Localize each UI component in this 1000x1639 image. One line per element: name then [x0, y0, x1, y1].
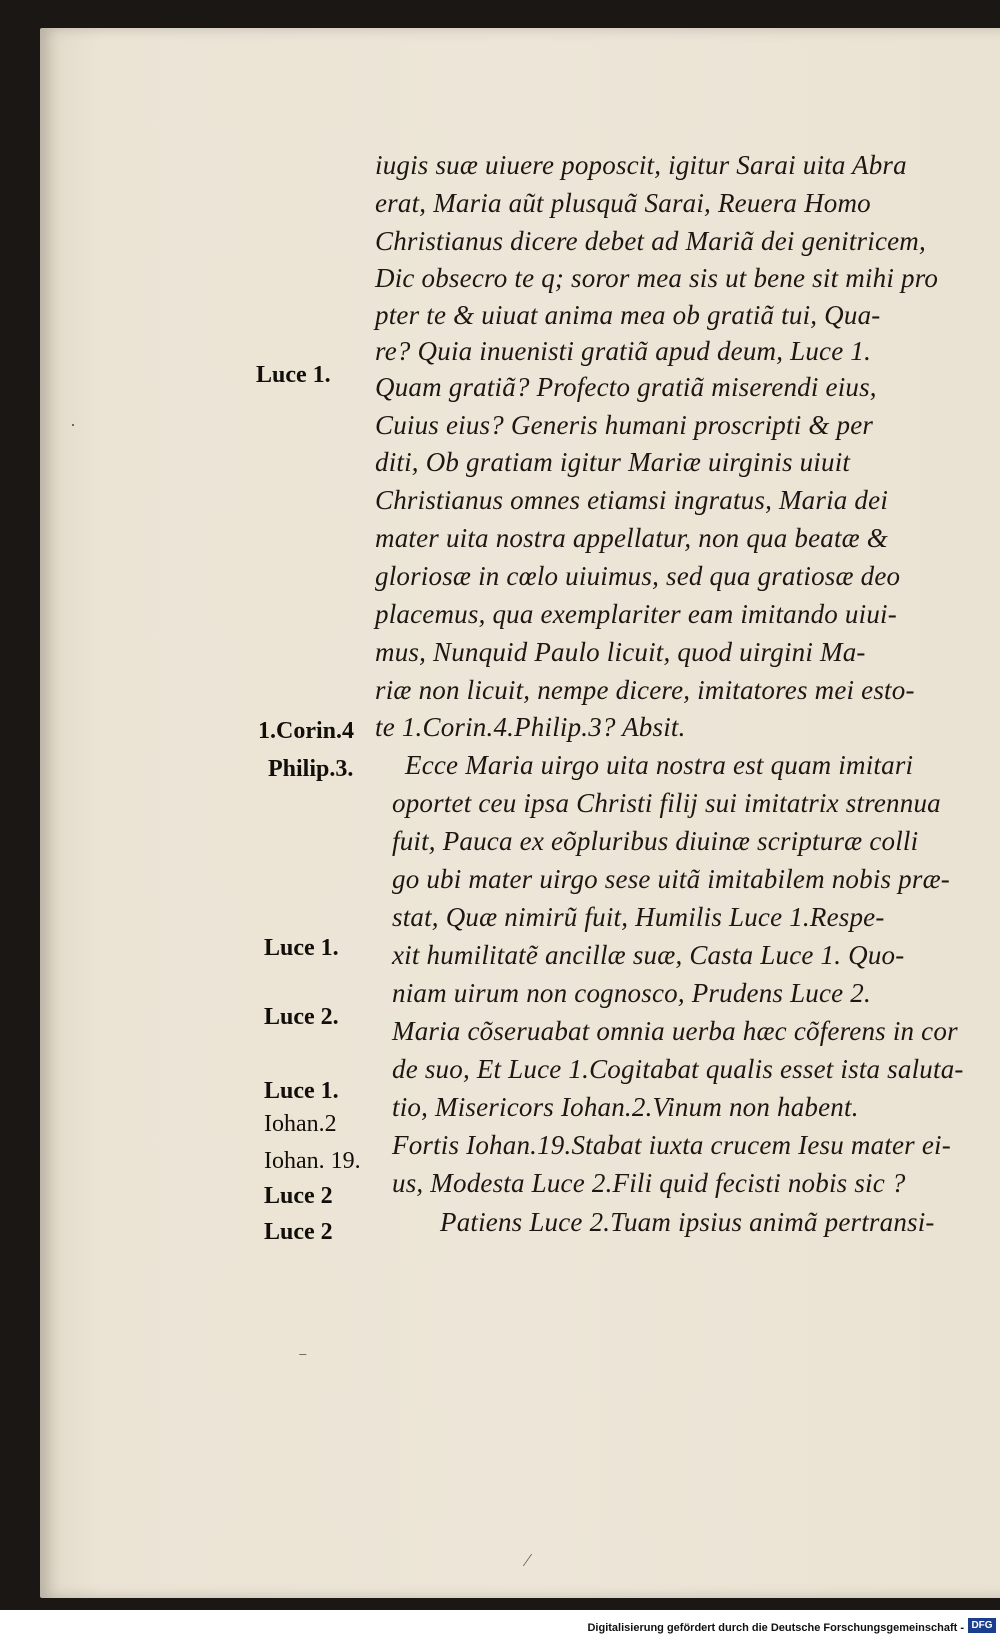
- scan-speck: ·: [70, 415, 76, 435]
- text-line: re? Quia inuenisti gratiã apud deum, Luce 1.: [375, 336, 872, 366]
- text-line: gloriosæ in cœlo uiuimus, sed qua gratiosæ deo: [375, 561, 901, 591]
- text-line: Maria cõseruabat omnia uerba hæc cõferens in cor: [392, 1016, 958, 1046]
- text-line: de suo, Et Luce 1.Cogitabat qualis esset ista saluta-: [392, 1054, 964, 1084]
- text-line: tio, Misericors Iohan.2.Vinum non habent.: [392, 1092, 859, 1122]
- scan-speck: ⁻: [298, 1348, 308, 1368]
- text-line: iugis suæ uiuere poposcit, igitur Sarai uita Abra: [375, 150, 907, 180]
- text-line: Cuius eius? Generis humani proscripti & per: [375, 410, 874, 440]
- text-line: te 1.Corin.4.Philip.3? Absit.: [375, 712, 686, 742]
- text-line: mus, Nunquid Paulo licuit, quod uirgini Ma-: [375, 637, 866, 667]
- text-line: Christianus omnes etiamsi ingratus, Maria dei: [375, 485, 889, 515]
- footer-credit: Digitalisierung gefördert durch die Deutsche Forschungsgemeinschaft -: [587, 1622, 964, 1634]
- margin-note: Luce 1.: [256, 362, 331, 388]
- text-line: Dic obsecro te q; soror mea sis ut bene sit mihi pro: [375, 263, 939, 293]
- text-line: oportet ceu ipsa Christi filij sui imitatrix strennua: [392, 788, 941, 818]
- text-line: pter te & uiuat anima mea ob gratiã tui, Qua-: [375, 300, 881, 330]
- margin-note: Luce 2: [264, 1183, 333, 1209]
- text-line: niam uirum non cognosco, Prudens Luce 2.: [392, 978, 871, 1008]
- text-line: Patiens Luce 2.Tuam ipsius animã pertransi-: [440, 1207, 935, 1237]
- text-line: Fortis Iohan.19.Stabat iuxta crucem Iesu mater ei-: [392, 1130, 951, 1160]
- text-line: stat, Quæ nimirũ fuit, Humilis Luce 1.Respe-: [392, 902, 885, 932]
- margin-note: Iohan.2: [264, 1111, 337, 1137]
- text-line: riæ non licuit, nempe dicere, imitatores mei esto-: [375, 675, 915, 705]
- text-line: go ubi mater uirgo sese uitã imitabilem nobis præ-: [392, 864, 950, 894]
- text-line: Quam gratiã? Profecto gratiã miserendi eius,: [375, 372, 877, 402]
- text-line: Christianus dicere debet ad Mariã dei genitricem,: [375, 226, 926, 256]
- margin-note: Luce 2: [264, 1219, 333, 1245]
- text-line: fuit, Pauca ex eõpluribus diuinæ scripturæ colli: [392, 826, 919, 856]
- margin-note: 1.Corin.4: [258, 718, 354, 744]
- text-line: placemus, qua exemplariter eam imitando uiui-: [375, 599, 897, 629]
- margin-note: Philip.3.: [268, 756, 354, 782]
- margin-note: Luce 1.: [264, 935, 339, 961]
- text-line: diti, Ob gratiam igitur Mariæ uirginis uiuit: [375, 447, 851, 477]
- scan-speck: ⁄: [526, 1550, 530, 1570]
- text-line: xit humilitatẽ ancillæ suæ, Casta Luce 1. Quo-: [392, 940, 905, 970]
- text-line: us, Modesta Luce 2.Fili quid fecisti nobis sic ?: [392, 1168, 906, 1198]
- text-line: erat, Maria aũt plusquã Sarai, Reuera Homo: [375, 188, 871, 218]
- dfg-logo-icon: DFG: [968, 1618, 996, 1633]
- margin-note: Luce 1.: [264, 1078, 339, 1104]
- text-line: mater uita nostra appellatur, non qua beatæ &: [375, 523, 889, 553]
- text-line: Ecce Maria uirgo uita nostra est quam imitari: [405, 750, 914, 780]
- margin-note: Luce 2.: [264, 1004, 339, 1030]
- margin-note: Iohan. 19.: [264, 1148, 361, 1174]
